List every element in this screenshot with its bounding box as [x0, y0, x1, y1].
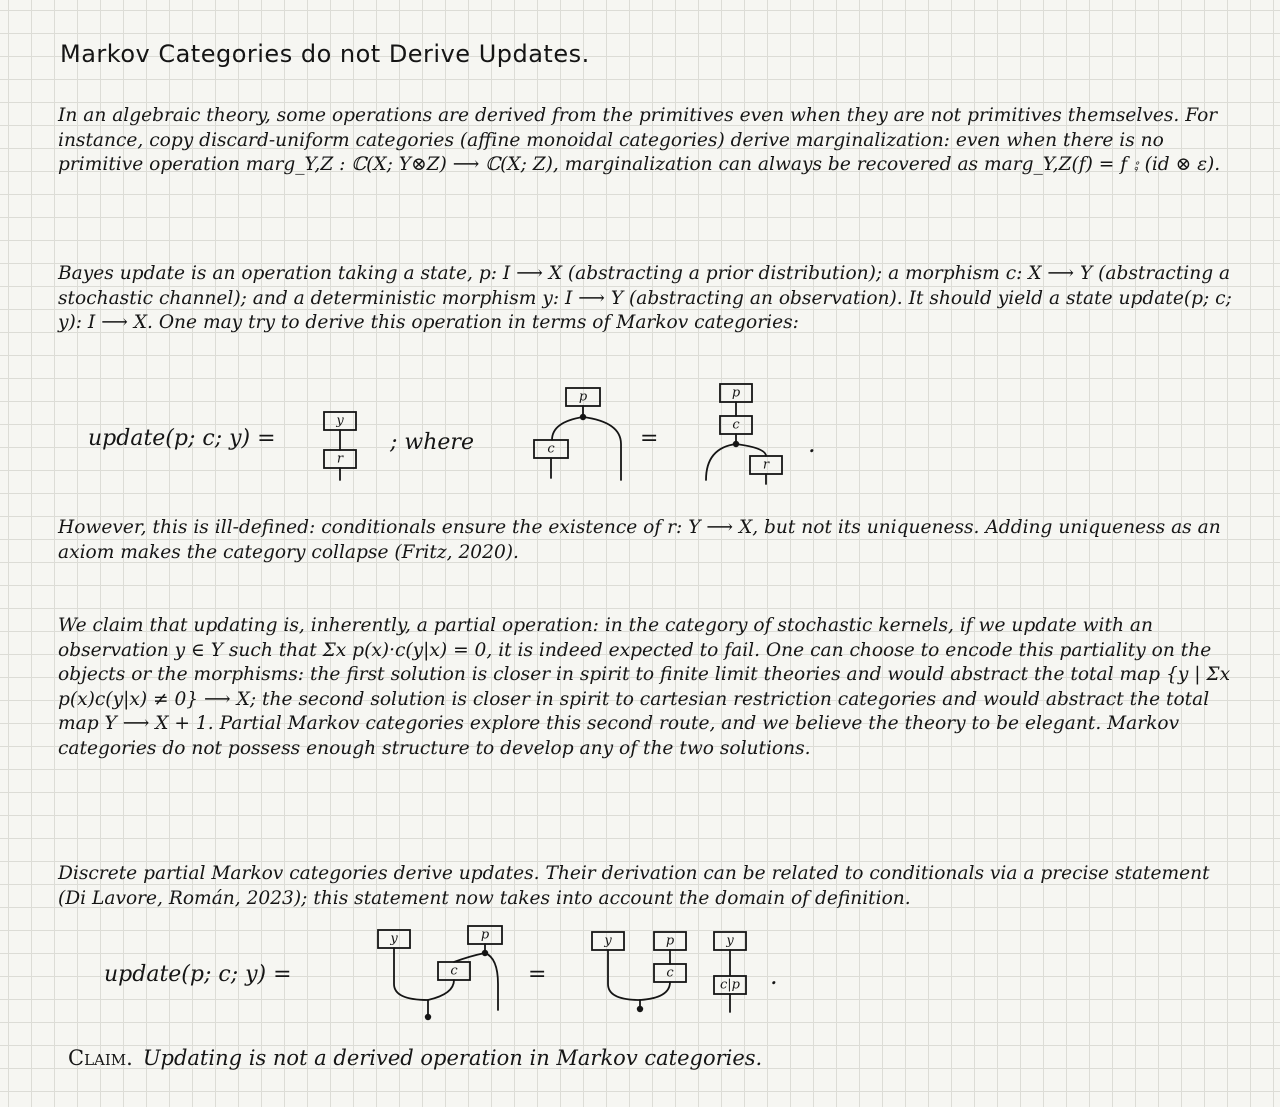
equation-where: ; where [390, 430, 474, 455]
claim-statement [68, 1046, 762, 1070]
label-r: r [762, 457, 770, 473]
paragraph-discrete-partial: Discrete partial Markov categories derive updates. Their derivation can be related to conditionals via a precise statement (Di Lavore, Román, 2023); this statement now takes into account the domain of definition. [58, 863, 1210, 909]
equation-end-period-2: . [770, 962, 778, 990]
cap-node [637, 1006, 643, 1012]
paragraph-algebraic-theory: In an algebraic theory, some operations are derived from the primitives even when they are not primitives themselves. For instance, copy discard-uniform categories (affine monoidal categories) derive marginalization: even when there is no primitive operation marg_Y,Z : ℂ(X; Y⊗Z) ⟶ ℂ(X; Z), marginalization can always be recovered as marg_Y,Z(f) = f ⨟ (id ⊗ ε). [58, 105, 1221, 175]
label-c: c [732, 417, 740, 433]
wire-copy-right [736, 444, 766, 456]
diagram-conditional-rhs [696, 380, 806, 490]
label-p: p [731, 385, 741, 401]
label-y: y [390, 931, 398, 947]
label-p: p [665, 933, 675, 949]
diagram-update-derivation-lhs [370, 924, 520, 1024]
equation-end-period-1: . [808, 430, 816, 458]
claim-label: Claim. [68, 1046, 133, 1070]
label-c: c [666, 965, 674, 981]
label-r: r [336, 451, 344, 467]
cap-node [425, 1014, 431, 1020]
label-y: y [604, 933, 612, 949]
equation-equals-1: = [640, 426, 659, 451]
wire-copy-left [706, 444, 736, 480]
paragraph-ill-defined: However, this is ill-defined: conditionals ensure the existence of r: Y ⟶ X, but not its uniqueness. Adding uniqueness as an axiom makes the category collapse (Fritz, 2020). [58, 517, 1221, 563]
label-y: y [336, 413, 344, 429]
label-c-given-p: c|p [720, 977, 740, 993]
label-c: c [450, 963, 458, 979]
label-p: p [480, 927, 490, 943]
claim-text: Updating is not a derived operation in Markov categories. [142, 1046, 763, 1070]
wire-copy-right [583, 417, 621, 480]
label-y: y [726, 933, 734, 949]
paragraph-partial-operation: We claim that updating is, inherently, a partial operation: in the category of stochastic kernels, if we update with an observation y ∈ Y such that Σx p(x)·c(y|x) = 0, it is indeed expected to fail. One can choose to encode this partiality on the objects or the morphisms: the first solution is closer in spirit to finite limit theories and would abstract the total map {y | Σx p(x)c(y|x) ≠ 0} ⟶ X; the second solution is closer in spirit to cartesian restriction categories and would abstract the total map Y ⟶ X + 1. Partial Markov categories explore this second route, and we believe the theory to be elegant. Markov categories do not possess enough structure to develop any of the two solutions. [58, 615, 1231, 759]
diagram-y-then-r [318, 408, 368, 482]
label-c: c [547, 441, 555, 457]
page-title: Markov Categories do not Derive Updates. [60, 40, 590, 68]
label-p: p [578, 389, 588, 405]
diagram-update-derivation-rhs [588, 928, 768, 1018]
equation-update-lhs: update(p; c; y) = [88, 426, 276, 451]
equation-update-lhs-2: update(p; c; y) = [104, 962, 292, 987]
diagram-conditional-lhs [526, 384, 636, 484]
wire-copy-left [552, 417, 583, 440]
paragraph-bayes-update: Bayes update is an operation taking a state, p: I ⟶ X (abstracting a prior distribution); a morphism c: X ⟶ Y (abstracting a stochastic channel); and a deterministic morphism y: I ⟶ Y (abstracting an observation). It should yield a state update(p; c; y): I ⟶ X. One may try to derive this operation in terms of Markov categories: [58, 263, 1232, 333]
equation-equals-2: = [528, 962, 547, 987]
